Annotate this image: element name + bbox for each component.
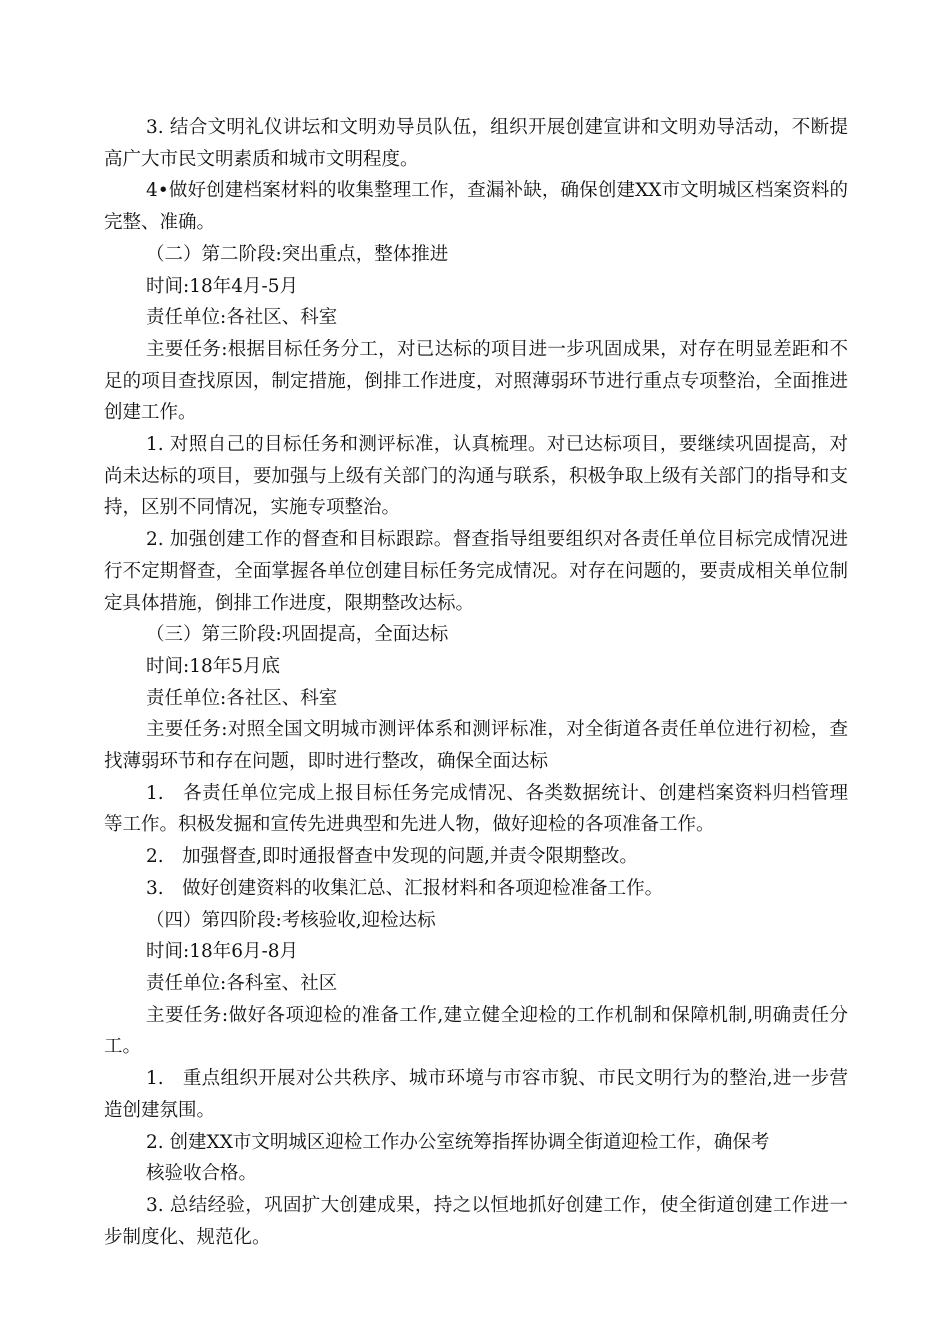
section-heading: （三）第三阶段:巩固提高，全面达标 [146,624,449,646]
paragraph: 时间:18年6月-8月 [146,941,299,963]
paragraph: 1. 重点组织开展对公共秩序、城市环境与市容市貌、市民文明行为的整治,进一步营造创建氛围。 [104,1068,848,1121]
paragraph: 时间:18年4月-5月 [146,275,299,297]
paragraph: 4•做好创建档案材料的收集整理工作，查漏补缺，确保创建XX市文明城区档案资料的完整、准确。 [104,180,848,234]
paragraph: 责任单位:各社区、科室 [146,307,338,329]
paragraph: 3. 做好创建资料的收集汇总、汇报材料和各项迎检准备工作。 [146,877,664,899]
paragraph: 3. 结合文明礼仪讲坛和文明劝导员队伍，组织开展创建宣讲和文明劝导活动，不断提高广大市民文明素质和城市文明程度。 [104,117,848,170]
paragraph: 2. 加强督查,即时通报督查中发现的问题,并责令限期整改。 [146,846,638,868]
paragraph: 主要任务:根据目标任务分工，对已达标的项目进一步巩固成果，对存在明显差距和不足的项目查找原因，制定措施，倒排工作进度，对照薄弱环节进行重点专项整治，全面推进创建工作。 [104,338,848,424]
section-heading: （四）第四阶段:考核验收,迎检达标 [146,909,436,931]
paragraph: 2. 加强创建工作的督查和目标跟踪。督查指导组要组织对各责任单位目标完成情况进行不定期督查，全面掌握各单位创建目标任务完成情况。对存在问题的，要责成相关单位制定具体措施，倒排工作进度，限期整改达标。 [104,529,848,614]
section-heading: （二）第二阶段:突出重点，整体推进 [146,243,449,265]
paragraph: 责任单位:各社区、科室 [146,687,338,709]
paragraph: 1. 各责任单位完成上报目标任务完成情况、各类数据统计、创建档案资料归档管理等工作。积极发掘和宣传先进典型和先进人物，做好迎检的各项准备工作。 [104,782,848,836]
paragraph: 2. 创建XX市文明城区迎检工作办公室统筹指挥协调全街道迎检工作，确保考 [146,1131,770,1153]
document-body [104,112,848,1253]
paragraph: 3. 总结经验，巩固扩大创建成果，持之以恒地抓好创建工作，使全街道创建工作进一步制度化、规范化。 [104,1194,848,1248]
paragraph: 主要任务:对照全国文明城市测评体系和测评标准，对全街道各责任单位进行初检，查找薄弱环节和存在问题，即时进行整改，确保全面达标 [104,719,848,773]
paragraph: 主要任务:做好各项迎检的准备工作,建立健全迎检的工作机制和保障机制,明确责任分工。 [104,1004,848,1058]
paragraph: 1. 对照自己的目标任务和测评标准，认真梳理。对已达标项目，要继续巩固提高，对尚未达标的项目，要加强与上级有关部门的沟通与联系，积极争取上级有关部门的指导和支持，区别不同情况，实施专项整治。 [104,434,848,519]
paragraph: 责任单位:各科室、社区 [146,972,338,994]
paragraph-continuation: 核验收合格。 [146,1163,258,1185]
paragraph: 时间:18年5月底 [146,655,281,677]
